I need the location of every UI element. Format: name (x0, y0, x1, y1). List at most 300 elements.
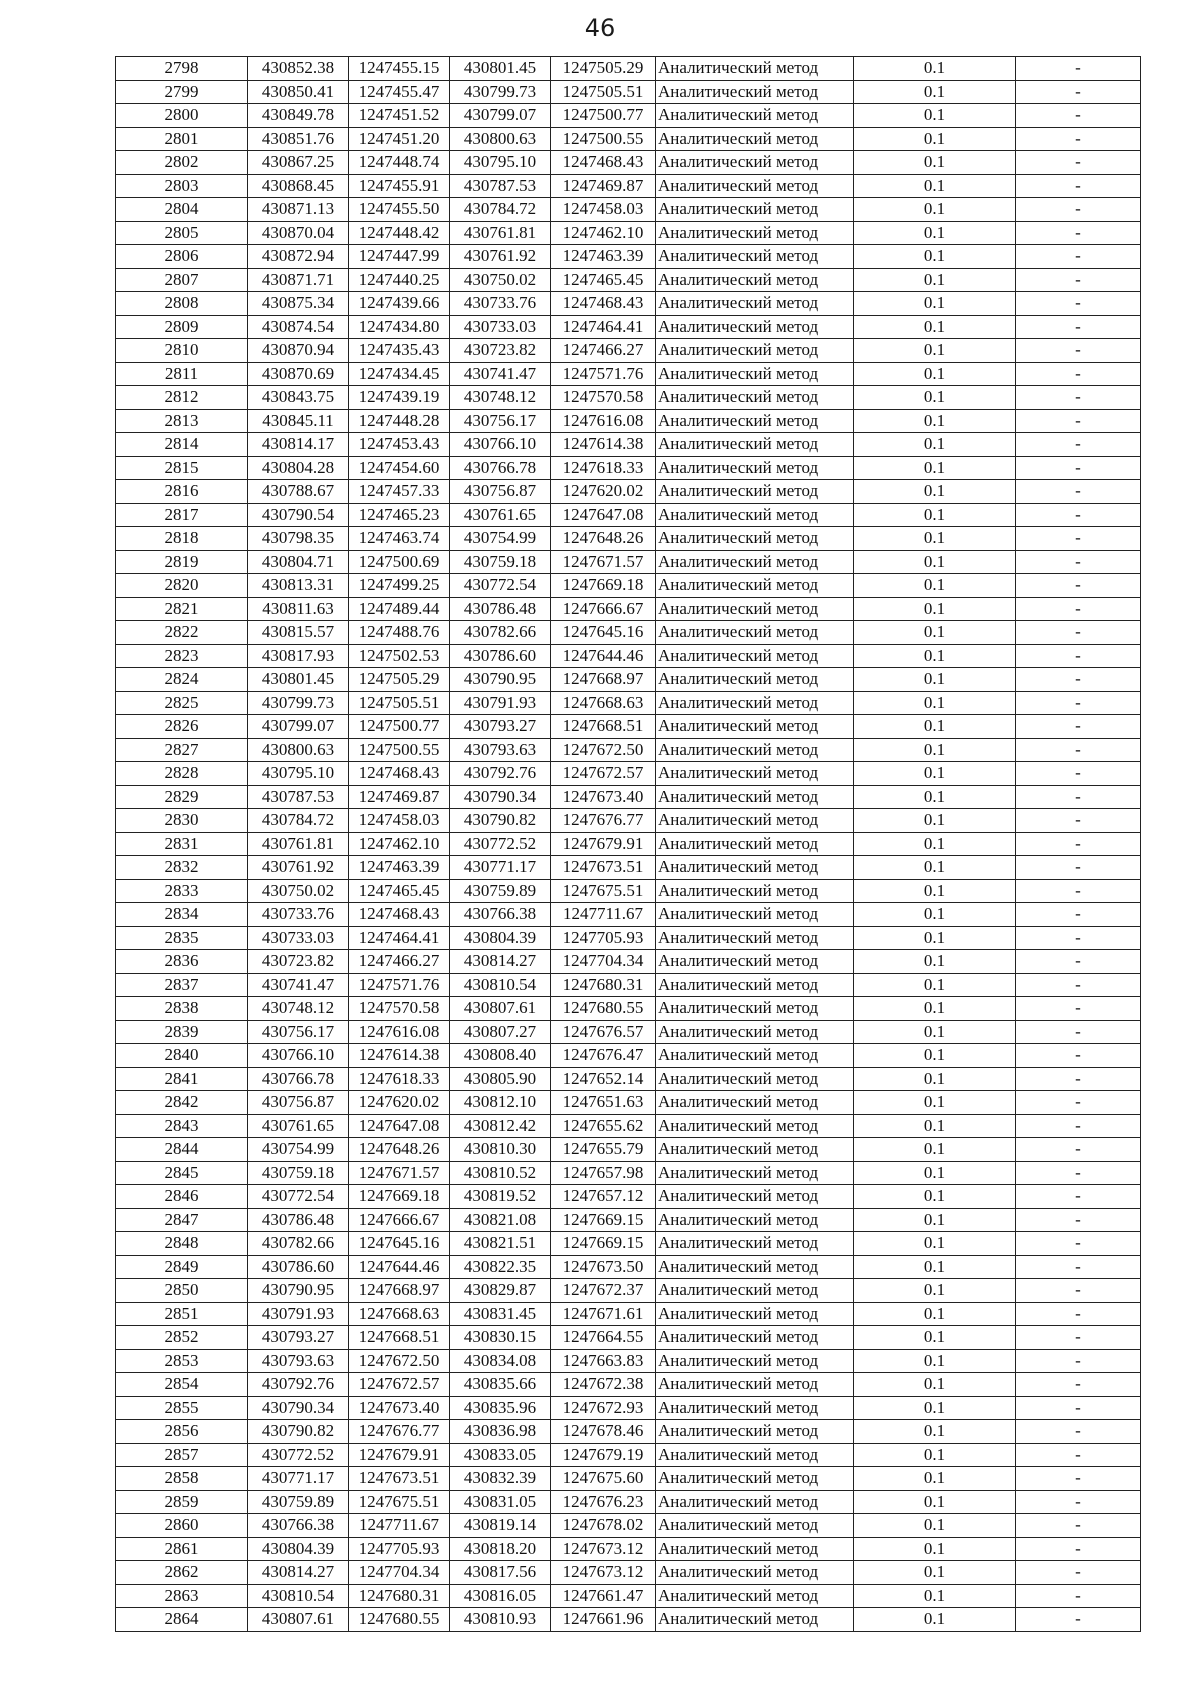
accuracy-cell: 0.1 (854, 832, 1016, 856)
method-cell: Аналитический метод (656, 1561, 854, 1585)
method-cell: Аналитический метод (656, 268, 854, 292)
x2-cell: 430833.05 (450, 1443, 551, 1467)
method-cell: Аналитический метод (656, 621, 854, 645)
note-cell: - (1016, 362, 1141, 386)
table-row (116, 57, 1141, 81)
table-row (116, 1161, 1141, 1185)
note-cell: - (1016, 1608, 1141, 1632)
point-number-cell: 2848 (116, 1232, 248, 1256)
note-cell: - (1016, 480, 1141, 504)
y-cell: 1247463.39 (349, 856, 450, 880)
y2-cell: 1247669.15 (551, 1232, 656, 1256)
x-cell: 430766.10 (248, 1044, 349, 1068)
x2-cell: 430790.34 (450, 785, 551, 809)
y-cell: 1247434.45 (349, 362, 450, 386)
method-cell: Аналитический метод (656, 221, 854, 245)
y2-cell: 1247668.97 (551, 668, 656, 692)
table-row (116, 1020, 1141, 1044)
x2-cell: 430772.54 (450, 574, 551, 598)
accuracy-cell: 0.1 (854, 80, 1016, 104)
x2-cell: 430810.54 (450, 973, 551, 997)
table-row (116, 480, 1141, 504)
y2-cell: 1247676.57 (551, 1020, 656, 1044)
x-cell: 430798.35 (248, 527, 349, 551)
table-row (116, 1584, 1141, 1608)
accuracy-cell: 0.1 (854, 1396, 1016, 1420)
y-cell: 1247435.43 (349, 339, 450, 363)
note-cell: - (1016, 1185, 1141, 1209)
x-cell: 430790.95 (248, 1279, 349, 1303)
accuracy-cell: 0.1 (854, 503, 1016, 527)
y-cell: 1247457.33 (349, 480, 450, 504)
accuracy-cell: 0.1 (854, 339, 1016, 363)
y2-cell: 1247672.38 (551, 1373, 656, 1397)
x-cell: 430871.71 (248, 268, 349, 292)
accuracy-cell: 0.1 (854, 1608, 1016, 1632)
x2-cell: 430817.56 (450, 1561, 551, 1585)
y2-cell: 1247678.02 (551, 1514, 656, 1538)
x2-cell: 430812.10 (450, 1091, 551, 1115)
y-cell: 1247502.53 (349, 644, 450, 668)
point-number-cell: 2807 (116, 268, 248, 292)
x2-cell: 430761.92 (450, 245, 551, 269)
accuracy-cell: 0.1 (854, 1420, 1016, 1444)
accuracy-cell: 0.1 (854, 409, 1016, 433)
accuracy-cell: 0.1 (854, 456, 1016, 480)
x2-cell: 430748.12 (450, 386, 551, 410)
table-row (116, 621, 1141, 645)
point-number-cell: 2804 (116, 198, 248, 222)
table-row (116, 1537, 1141, 1561)
note-cell: - (1016, 809, 1141, 833)
y2-cell: 1247648.26 (551, 527, 656, 551)
accuracy-cell: 0.1 (854, 127, 1016, 151)
y2-cell: 1247676.23 (551, 1490, 656, 1514)
note-cell: - (1016, 621, 1141, 645)
x-cell: 430810.54 (248, 1584, 349, 1608)
accuracy-cell: 0.1 (854, 433, 1016, 457)
y2-cell: 1247661.96 (551, 1608, 656, 1632)
y2-cell: 1247505.29 (551, 57, 656, 81)
y-cell: 1247668.51 (349, 1326, 450, 1350)
note-cell: - (1016, 597, 1141, 621)
table-row (116, 1490, 1141, 1514)
x-cell: 430771.17 (248, 1467, 349, 1491)
point-number-cell: 2816 (116, 480, 248, 504)
x-cell: 430872.94 (248, 245, 349, 269)
y2-cell: 1247657.12 (551, 1185, 656, 1209)
point-number-cell: 2849 (116, 1255, 248, 1279)
y2-cell: 1247462.10 (551, 221, 656, 245)
y-cell: 1247666.67 (349, 1208, 450, 1232)
x-cell: 430870.94 (248, 339, 349, 363)
x-cell: 430814.27 (248, 1561, 349, 1585)
y-cell: 1247616.08 (349, 1020, 450, 1044)
y2-cell: 1247704.34 (551, 950, 656, 974)
x-cell: 430811.63 (248, 597, 349, 621)
note-cell: - (1016, 715, 1141, 739)
accuracy-cell: 0.1 (854, 879, 1016, 903)
point-number-cell: 2864 (116, 1608, 248, 1632)
x2-cell: 430835.66 (450, 1373, 551, 1397)
method-cell: Аналитический метод (656, 151, 854, 175)
x2-cell: 430800.63 (450, 127, 551, 151)
note-cell: - (1016, 926, 1141, 950)
y2-cell: 1247705.93 (551, 926, 656, 950)
table-row (116, 691, 1141, 715)
y2-cell: 1247651.63 (551, 1091, 656, 1115)
x-cell: 430772.52 (248, 1443, 349, 1467)
method-cell: Аналитический метод (656, 785, 854, 809)
table-row (116, 785, 1141, 809)
point-number-cell: 2833 (116, 879, 248, 903)
method-cell: Аналитический метод (656, 1044, 854, 1068)
method-cell: Аналитический метод (656, 527, 854, 551)
note-cell: - (1016, 856, 1141, 880)
y-cell: 1247505.29 (349, 668, 450, 692)
accuracy-cell: 0.1 (854, 574, 1016, 598)
x2-cell: 430812.42 (450, 1114, 551, 1138)
y-cell: 1247455.15 (349, 57, 450, 81)
y-cell: 1247669.18 (349, 1185, 450, 1209)
method-cell: Аналитический метод (656, 1114, 854, 1138)
method-cell: Аналитический метод (656, 1185, 854, 1209)
point-number-cell: 2841 (116, 1067, 248, 1091)
point-number-cell: 2828 (116, 762, 248, 786)
x2-cell: 430759.18 (450, 550, 551, 574)
point-number-cell: 2843 (116, 1114, 248, 1138)
y-cell: 1247455.91 (349, 174, 450, 198)
y-cell: 1247458.03 (349, 809, 450, 833)
method-cell: Аналитический метод (656, 1420, 854, 1444)
method-cell: Аналитический метод (656, 362, 854, 386)
method-cell: Аналитический метод (656, 339, 854, 363)
note-cell: - (1016, 644, 1141, 668)
accuracy-cell: 0.1 (854, 362, 1016, 386)
method-cell: Аналитический метод (656, 198, 854, 222)
accuracy-cell: 0.1 (854, 1490, 1016, 1514)
method-cell: Аналитический метод (656, 1091, 854, 1115)
point-number-cell: 2854 (116, 1373, 248, 1397)
x2-cell: 430830.15 (450, 1326, 551, 1350)
table-row (116, 1138, 1141, 1162)
y-cell: 1247647.08 (349, 1114, 450, 1138)
x-cell: 430790.82 (248, 1420, 349, 1444)
point-number-cell: 2800 (116, 104, 248, 128)
table-row (116, 1514, 1141, 1538)
note-cell: - (1016, 503, 1141, 527)
x-cell: 430761.92 (248, 856, 349, 880)
x-cell: 430852.38 (248, 57, 349, 81)
method-cell: Аналитический метод (656, 738, 854, 762)
note-cell: - (1016, 386, 1141, 410)
method-cell: Аналитический метод (656, 127, 854, 151)
note-cell: - (1016, 879, 1141, 903)
y-cell: 1247668.97 (349, 1279, 450, 1303)
y2-cell: 1247672.57 (551, 762, 656, 786)
y-cell: 1247451.20 (349, 127, 450, 151)
point-number-cell: 2859 (116, 1490, 248, 1514)
method-cell: Аналитический метод (656, 809, 854, 833)
table-row (116, 409, 1141, 433)
method-cell: Аналитический метод (656, 1326, 854, 1350)
y-cell: 1247500.55 (349, 738, 450, 762)
x-cell: 430874.54 (248, 315, 349, 339)
note-cell: - (1016, 997, 1141, 1021)
note-cell: - (1016, 691, 1141, 715)
note-cell: - (1016, 738, 1141, 762)
note-cell: - (1016, 1161, 1141, 1185)
y-cell: 1247434.80 (349, 315, 450, 339)
y-cell: 1247451.52 (349, 104, 450, 128)
y2-cell: 1247657.98 (551, 1161, 656, 1185)
accuracy-cell: 0.1 (854, 174, 1016, 198)
accuracy-cell: 0.1 (854, 1161, 1016, 1185)
y2-cell: 1247668.63 (551, 691, 656, 715)
method-cell: Аналитический метод (656, 386, 854, 410)
y2-cell: 1247570.58 (551, 386, 656, 410)
method-cell: Аналитический метод (656, 832, 854, 856)
x-cell: 430871.13 (248, 198, 349, 222)
point-number-cell: 2834 (116, 903, 248, 927)
y-cell: 1247679.91 (349, 1443, 450, 1467)
note-cell: - (1016, 1114, 1141, 1138)
x-cell: 430870.69 (248, 362, 349, 386)
table-row (116, 456, 1141, 480)
method-cell: Аналитический метод (656, 1161, 854, 1185)
table-row (116, 1302, 1141, 1326)
note-cell: - (1016, 1044, 1141, 1068)
method-cell: Аналитический метод (656, 1514, 854, 1538)
y-cell: 1247676.77 (349, 1420, 450, 1444)
x2-cell: 430790.95 (450, 668, 551, 692)
note-cell: - (1016, 268, 1141, 292)
coordinates-table (115, 56, 1141, 1632)
x-cell: 430759.89 (248, 1490, 349, 1514)
point-number-cell: 2853 (116, 1349, 248, 1373)
accuracy-cell: 0.1 (854, 1044, 1016, 1068)
note-cell: - (1016, 151, 1141, 175)
accuracy-cell: 0.1 (854, 1561, 1016, 1585)
accuracy-cell: 0.1 (854, 1514, 1016, 1538)
method-cell: Аналитический метод (656, 104, 854, 128)
y-cell: 1247668.63 (349, 1302, 450, 1326)
y2-cell: 1247673.51 (551, 856, 656, 880)
x-cell: 430766.78 (248, 1067, 349, 1091)
point-number-cell: 2825 (116, 691, 248, 715)
table-row (116, 80, 1141, 104)
point-number-cell: 2846 (116, 1185, 248, 1209)
x2-cell: 430761.65 (450, 503, 551, 527)
x-cell: 430804.39 (248, 1537, 349, 1561)
accuracy-cell: 0.1 (854, 1067, 1016, 1091)
note-cell: - (1016, 127, 1141, 151)
table-row (116, 809, 1141, 833)
note-cell: - (1016, 1373, 1141, 1397)
method-cell: Аналитический метод (656, 997, 854, 1021)
accuracy-cell: 0.1 (854, 668, 1016, 692)
note-cell: - (1016, 832, 1141, 856)
accuracy-cell: 0.1 (854, 550, 1016, 574)
y2-cell: 1247675.60 (551, 1467, 656, 1491)
table-row (116, 1467, 1141, 1491)
page-number: 46 (584, 14, 616, 42)
table-row (116, 574, 1141, 598)
x2-cell: 430819.14 (450, 1514, 551, 1538)
note-cell: - (1016, 1584, 1141, 1608)
y-cell: 1247448.28 (349, 409, 450, 433)
x2-cell: 430821.08 (450, 1208, 551, 1232)
point-number-cell: 2860 (116, 1514, 248, 1538)
note-cell: - (1016, 1467, 1141, 1491)
y-cell: 1247500.69 (349, 550, 450, 574)
x2-cell: 430816.05 (450, 1584, 551, 1608)
point-number-cell: 2829 (116, 785, 248, 809)
note-cell: - (1016, 1349, 1141, 1373)
method-cell: Аналитический метод (656, 1232, 854, 1256)
y2-cell: 1247505.51 (551, 80, 656, 104)
accuracy-cell: 0.1 (854, 691, 1016, 715)
y2-cell: 1247614.38 (551, 433, 656, 457)
x2-cell: 430772.52 (450, 832, 551, 856)
point-number-cell: 2852 (116, 1326, 248, 1350)
note-cell: - (1016, 785, 1141, 809)
point-number-cell: 2831 (116, 832, 248, 856)
x-cell: 430772.54 (248, 1185, 349, 1209)
y-cell: 1247448.74 (349, 151, 450, 175)
method-cell: Аналитический метод (656, 1138, 854, 1162)
note-cell: - (1016, 1279, 1141, 1303)
table-row (116, 1208, 1141, 1232)
y2-cell: 1247673.12 (551, 1537, 656, 1561)
x-cell: 430754.99 (248, 1138, 349, 1162)
y2-cell: 1247465.45 (551, 268, 656, 292)
y-cell: 1247448.42 (349, 221, 450, 245)
y2-cell: 1247678.46 (551, 1420, 656, 1444)
note-cell: - (1016, 1396, 1141, 1420)
accuracy-cell: 0.1 (854, 198, 1016, 222)
y2-cell: 1247675.51 (551, 879, 656, 903)
y2-cell: 1247469.87 (551, 174, 656, 198)
x-cell: 430790.34 (248, 1396, 349, 1420)
note-cell: - (1016, 1138, 1141, 1162)
accuracy-cell: 0.1 (854, 785, 1016, 809)
point-number-cell: 2827 (116, 738, 248, 762)
x2-cell: 430795.10 (450, 151, 551, 175)
x-cell: 430766.38 (248, 1514, 349, 1538)
method-cell: Аналитический метод (656, 715, 854, 739)
accuracy-cell: 0.1 (854, 1467, 1016, 1491)
y-cell: 1247455.47 (349, 80, 450, 104)
note-cell: - (1016, 1067, 1141, 1091)
x2-cell: 430799.07 (450, 104, 551, 128)
y-cell: 1247672.50 (349, 1349, 450, 1373)
y2-cell: 1247671.57 (551, 550, 656, 574)
y-cell: 1247469.87 (349, 785, 450, 809)
accuracy-cell: 0.1 (854, 1114, 1016, 1138)
accuracy-cell: 0.1 (854, 151, 1016, 175)
note-cell: - (1016, 527, 1141, 551)
method-cell: Аналитический метод (656, 1396, 854, 1420)
y2-cell: 1247672.93 (551, 1396, 656, 1420)
note-cell: - (1016, 574, 1141, 598)
y2-cell: 1247673.40 (551, 785, 656, 809)
method-cell: Аналитический метод (656, 1608, 854, 1632)
accuracy-cell: 0.1 (854, 1326, 1016, 1350)
accuracy-cell: 0.1 (854, 268, 1016, 292)
x2-cell: 430782.66 (450, 621, 551, 645)
note-cell: - (1016, 315, 1141, 339)
method-cell: Аналитический метод (656, 1255, 854, 1279)
method-cell: Аналитический метод (656, 1302, 854, 1326)
y-cell: 1247454.60 (349, 456, 450, 480)
point-number-cell: 2798 (116, 57, 248, 81)
x-cell: 430790.54 (248, 503, 349, 527)
y-cell: 1247499.25 (349, 574, 450, 598)
method-cell: Аналитический метод (656, 480, 854, 504)
x2-cell: 430829.87 (450, 1279, 551, 1303)
y-cell: 1247462.10 (349, 832, 450, 856)
note-cell: - (1016, 762, 1141, 786)
coordinates-table-body (116, 57, 1141, 1632)
accuracy-cell: 0.1 (854, 292, 1016, 316)
note-cell: - (1016, 1490, 1141, 1514)
x-cell: 430748.12 (248, 997, 349, 1021)
x-cell: 430875.34 (248, 292, 349, 316)
y2-cell: 1247463.39 (551, 245, 656, 269)
x2-cell: 430810.30 (450, 1138, 551, 1162)
y2-cell: 1247663.83 (551, 1349, 656, 1373)
x-cell: 430870.04 (248, 221, 349, 245)
x-cell: 430867.25 (248, 151, 349, 175)
note-cell: - (1016, 409, 1141, 433)
x-cell: 430845.11 (248, 409, 349, 433)
point-number-cell: 2830 (116, 809, 248, 833)
accuracy-cell: 0.1 (854, 1349, 1016, 1373)
point-number-cell: 2837 (116, 973, 248, 997)
table-row (116, 315, 1141, 339)
x-cell: 430799.73 (248, 691, 349, 715)
table-row (116, 104, 1141, 128)
point-number-cell: 2811 (116, 362, 248, 386)
point-number-cell: 2818 (116, 527, 248, 551)
table-row (116, 856, 1141, 880)
point-number-cell: 2839 (116, 1020, 248, 1044)
table-row (116, 926, 1141, 950)
y-cell: 1247488.76 (349, 621, 450, 645)
point-number-cell: 2857 (116, 1443, 248, 1467)
point-number-cell: 2803 (116, 174, 248, 198)
method-cell: Аналитический метод (656, 1208, 854, 1232)
y2-cell: 1247468.43 (551, 292, 656, 316)
x2-cell: 430790.82 (450, 809, 551, 833)
method-cell: Аналитический метод (656, 597, 854, 621)
table-row (116, 1608, 1141, 1632)
y-cell: 1247570.58 (349, 997, 450, 1021)
point-number-cell: 2806 (116, 245, 248, 269)
point-number-cell: 2817 (116, 503, 248, 527)
x-cell: 430793.63 (248, 1349, 349, 1373)
table-row (116, 245, 1141, 269)
x-cell: 430817.93 (248, 644, 349, 668)
table-row (116, 550, 1141, 574)
y-cell: 1247447.99 (349, 245, 450, 269)
table-row (116, 1185, 1141, 1209)
y-cell: 1247455.50 (349, 198, 450, 222)
table-row (116, 1067, 1141, 1091)
accuracy-cell: 0.1 (854, 1232, 1016, 1256)
accuracy-cell: 0.1 (854, 57, 1016, 81)
